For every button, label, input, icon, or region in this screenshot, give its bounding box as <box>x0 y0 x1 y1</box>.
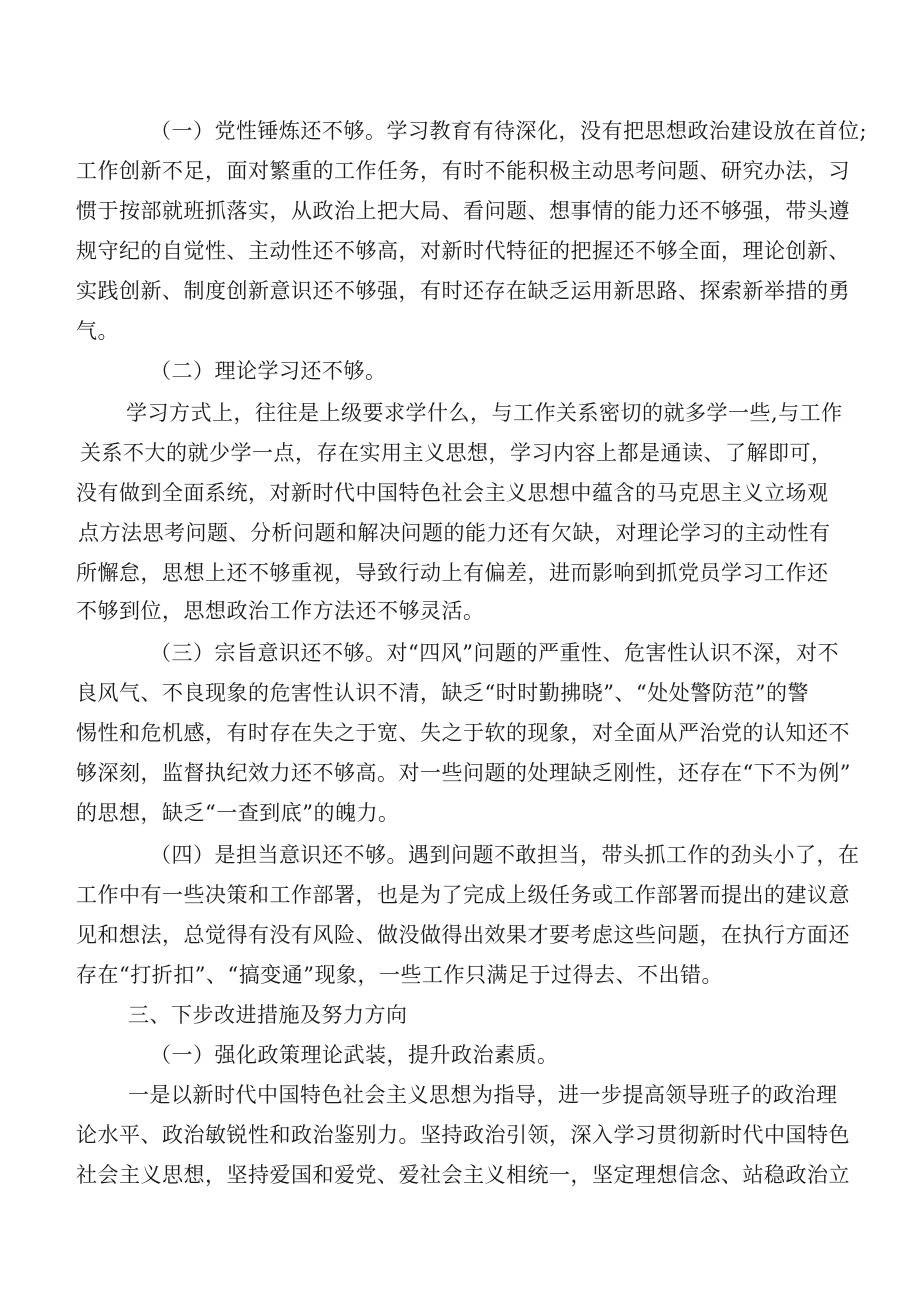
paragraph-line: 规守纪的自觉性、主动性还不够高，对新时代特征的把握还不够全面，理论创新、 <box>76 239 850 263</box>
section-1-heading-line: （一）党性锤炼还不够。学习教育有待深化，没有把思想政治建设放在首位; <box>150 119 868 143</box>
paragraph-line: 点方法思考问题、分析问题和解决问题的能力还有欠缺，对理论学习的主动性有 <box>78 521 831 545</box>
chapter-3-heading: 三、下步改进措施及努力方向 <box>128 1003 408 1027</box>
paragraph-line: 社会主义思想，坚持爱国和爱党、爱社会主义相统一，坚定理想信念、站稳政治立 <box>76 1163 850 1187</box>
paragraph-line: 惯于按部就班抓落实，从政治上把大局、看问题、想事情的能力还不够强，带头遵 <box>76 199 850 223</box>
paragraph-line: 实践创新、制度创新意识还不够强，有时还存在缺乏运用新思路、探索新举措的勇 <box>76 279 850 303</box>
paragraph-line: 够深刻，监督执纪效力还不够高。对一些问题的处理缺乏刚性，还存在“下不为例” <box>76 761 851 785</box>
paragraph-line: 论水平、政治敏锐性和政治鉴别力。坚持政治引领，深入学习贯彻新时代中国特色 <box>76 1123 850 1147</box>
paragraph-line: 的思想，缺乏“一查到底”的魄力。 <box>76 801 400 825</box>
paragraph-line: 所懈怠，思想上还不够重视，导致行动上有偏差，进而影响到抓党员学习工作还 <box>76 561 829 585</box>
paragraph-line: 一是以新时代中国特色社会主义思想为指导，进一步提高领导班子的政治理 <box>128 1083 838 1107</box>
paragraph-line: 存在“打折扣”、“搞变通”现象，一些工作只满足于过得去、不出错。 <box>76 963 723 987</box>
paragraph-line: 惕性和危机感，有时存在失之于宽、失之于软的现象，对全面从严治党的认知还不 <box>76 721 850 745</box>
paragraph-line: 工作创新不足，面对繁重的工作任务，有时不能积极主动思考问题、研究办法，习 <box>76 159 850 183</box>
paragraph-line: 气。 <box>76 319 119 343</box>
paragraph-line: 学习方式上，往往是上级要求学什么，与工作关系密切的就多学一些,与工作 <box>126 401 843 425</box>
paragraph-line: 工作中有一些决策和工作部署，也是为了完成上级任务或工作部署而提出的建议意 <box>76 883 850 907</box>
paragraph-line: 良风气、不良现象的危害性认识不清，缺乏“时时勤拂晓”、“处处警防范”的警 <box>76 681 809 705</box>
paragraph-line: 关系不大的就少学一点，存在实用主义思想，学习内容上都是通读、了解即可， <box>80 441 833 465</box>
section-2-heading: （二）理论学习还不够。 <box>150 359 387 383</box>
paragraph-line: 见和想法，总觉得有没有风险、做没做得出效果才要考虑这些问题，在执行方面还 <box>76 923 850 947</box>
paragraph-line: 不够到位，思想政治工作方法还不够灵活。 <box>76 599 485 623</box>
section-3-heading-line: （三）宗旨意识还不够。对“四风”问题的严重性、危害性认识不深，对不 <box>150 641 839 665</box>
paragraph-line: 没有做到全面系统，对新时代中国特色社会主义思想中蕴含的马克思主义立场观 <box>76 481 829 505</box>
subsection-1-heading: （一）强化政策理论武装，提升政治素质。 <box>150 1043 559 1067</box>
section-4-heading-line: （四）是担当意识还不够。遇到问题不敢担当，带头抓工作的劲头小了，在 <box>150 843 860 867</box>
